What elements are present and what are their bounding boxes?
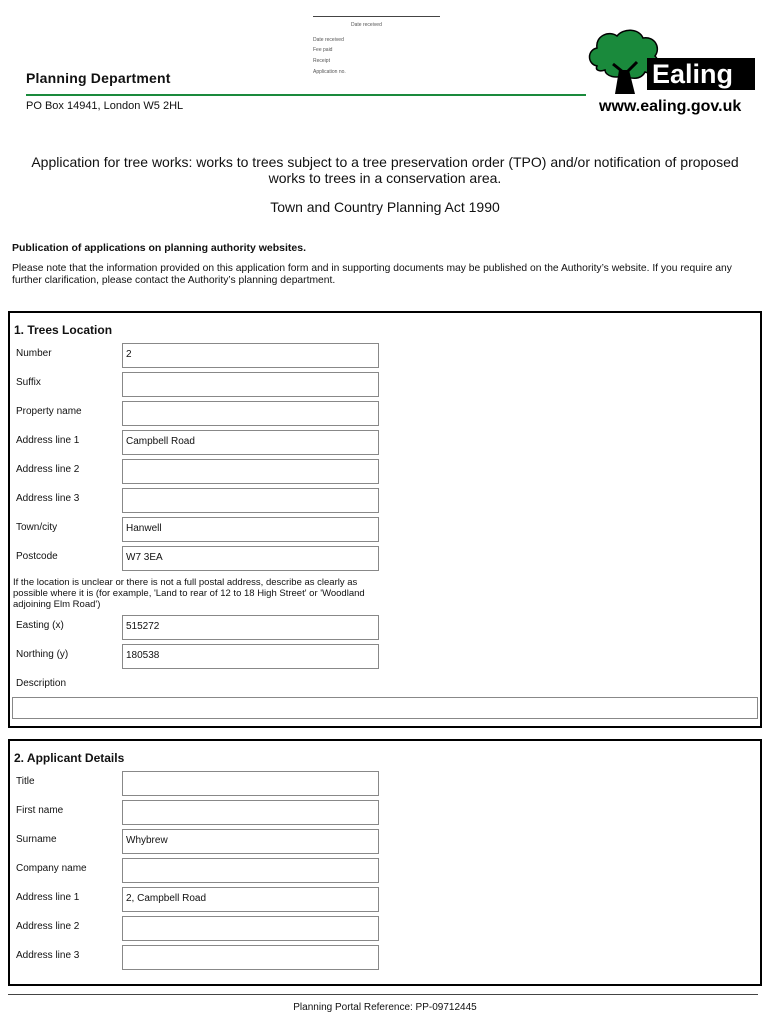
field-row [10,644,760,670]
field-label: Surname [16,834,57,845]
logo-wordmark: Ealing [647,58,755,90]
field-row [10,771,760,797]
field-row [10,343,760,369]
section-title: 1. Trees Location [14,323,113,337]
field-row [10,858,760,884]
website-link[interactable]: www.ealing.gov.uk [599,98,742,115]
field-label: Address line 3 [16,950,80,961]
field-label: Postcode [16,551,58,562]
field-label: Address line 1 [16,435,80,446]
surname-field[interactable]: Whybrew [122,829,379,854]
field-label: Easting (x) [16,620,64,631]
field-label: First name [16,805,64,816]
town-city-field[interactable]: Hanwell [122,517,379,542]
section-title: 2. Applicant Details [14,751,125,765]
first-name-field[interactable] [122,800,379,825]
office-use-row: Application no. [313,69,346,75]
form-subtitle: Town and Country Planning Act 1990 [270,199,500,215]
field-row [10,546,760,572]
applicant-address-line-2-field[interactable] [122,916,379,941]
property-name-field[interactable] [122,401,379,426]
department-address: PO Box 14941, London W5 2HL [26,100,184,112]
field-row [10,488,760,514]
footer-rule [8,994,758,995]
field-label: Address line 1 [16,892,80,903]
form-title: Application for tree works: works to trees subject to a tree preservation order (TPO) and/or notification of proposed works to trees in a conservation area. [31,154,739,186]
field-label: Address line 2 [16,921,80,932]
office-use-row: Date received [313,37,344,43]
address-line-1-field[interactable]: Campbell Road [122,430,379,455]
field-row [10,800,760,826]
postcode-field[interactable]: W7 3EA [122,546,379,571]
applicant-address-line-3-field[interactable] [122,945,379,970]
description-label: Description [16,678,67,689]
suffix-field[interactable] [122,372,379,397]
department-name: Planning Department [26,70,171,86]
portal-reference: Planning Portal Reference: PP-09712445 [293,1002,477,1013]
field-label: Suffix [16,377,41,388]
publication-note: Please note that the information provided on this application form and in supporting documents may be published on the Authority’s website. If you require any further clarification, please contact the Authority’s planning department. [12,263,732,286]
address-line-2-field[interactable] [122,459,379,484]
applicant-title-field[interactable] [122,771,379,796]
field-row [10,401,760,427]
field-row [10,829,760,855]
description-field[interactable] [12,697,758,719]
field-label: Title [16,776,35,787]
section-trees-location [8,311,762,728]
field-row [10,916,760,942]
number-field[interactable]: 2 [122,343,379,368]
field-row [10,459,760,485]
office-use-row: Fee paid [313,47,333,53]
field-label: Address line 3 [16,493,80,504]
section-applicant-details [8,739,762,986]
header-rule [26,94,586,96]
address-line-3-field[interactable] [122,488,379,513]
field-label: Company name [16,863,87,874]
field-row [10,430,760,456]
easting-field[interactable]: 515272 [122,615,379,640]
applicant-address-line-1-field[interactable]: 2, Campbell Road [122,887,379,912]
field-row [10,887,760,913]
field-row [10,372,760,398]
office-use-row: Date received [351,22,382,28]
publication-heading: Publication of applications on planning authority websites. [12,242,307,254]
field-label: Address line 2 [16,464,80,475]
location-hint: If the location is unclear or there is not a full postal address, describe as clearly as possible where it is (for example, 'Land to rear of 12 to 18 High Street' or 'Woodland adjoining Elm Road') [13,577,365,610]
field-label: Number [16,348,52,359]
office-use-rule [313,16,440,17]
office-use-box [313,10,440,80]
northing-field[interactable]: 180538 [122,644,379,669]
ealing-logo [585,26,757,122]
company-name-field[interactable] [122,858,379,883]
field-row [10,945,760,971]
field-row [10,615,760,641]
office-use-row: Receipt [313,58,330,64]
field-label: Northing (y) [16,649,69,660]
field-label: Property name [16,406,82,417]
field-row [10,517,760,543]
field-label: Town/city [16,522,58,533]
